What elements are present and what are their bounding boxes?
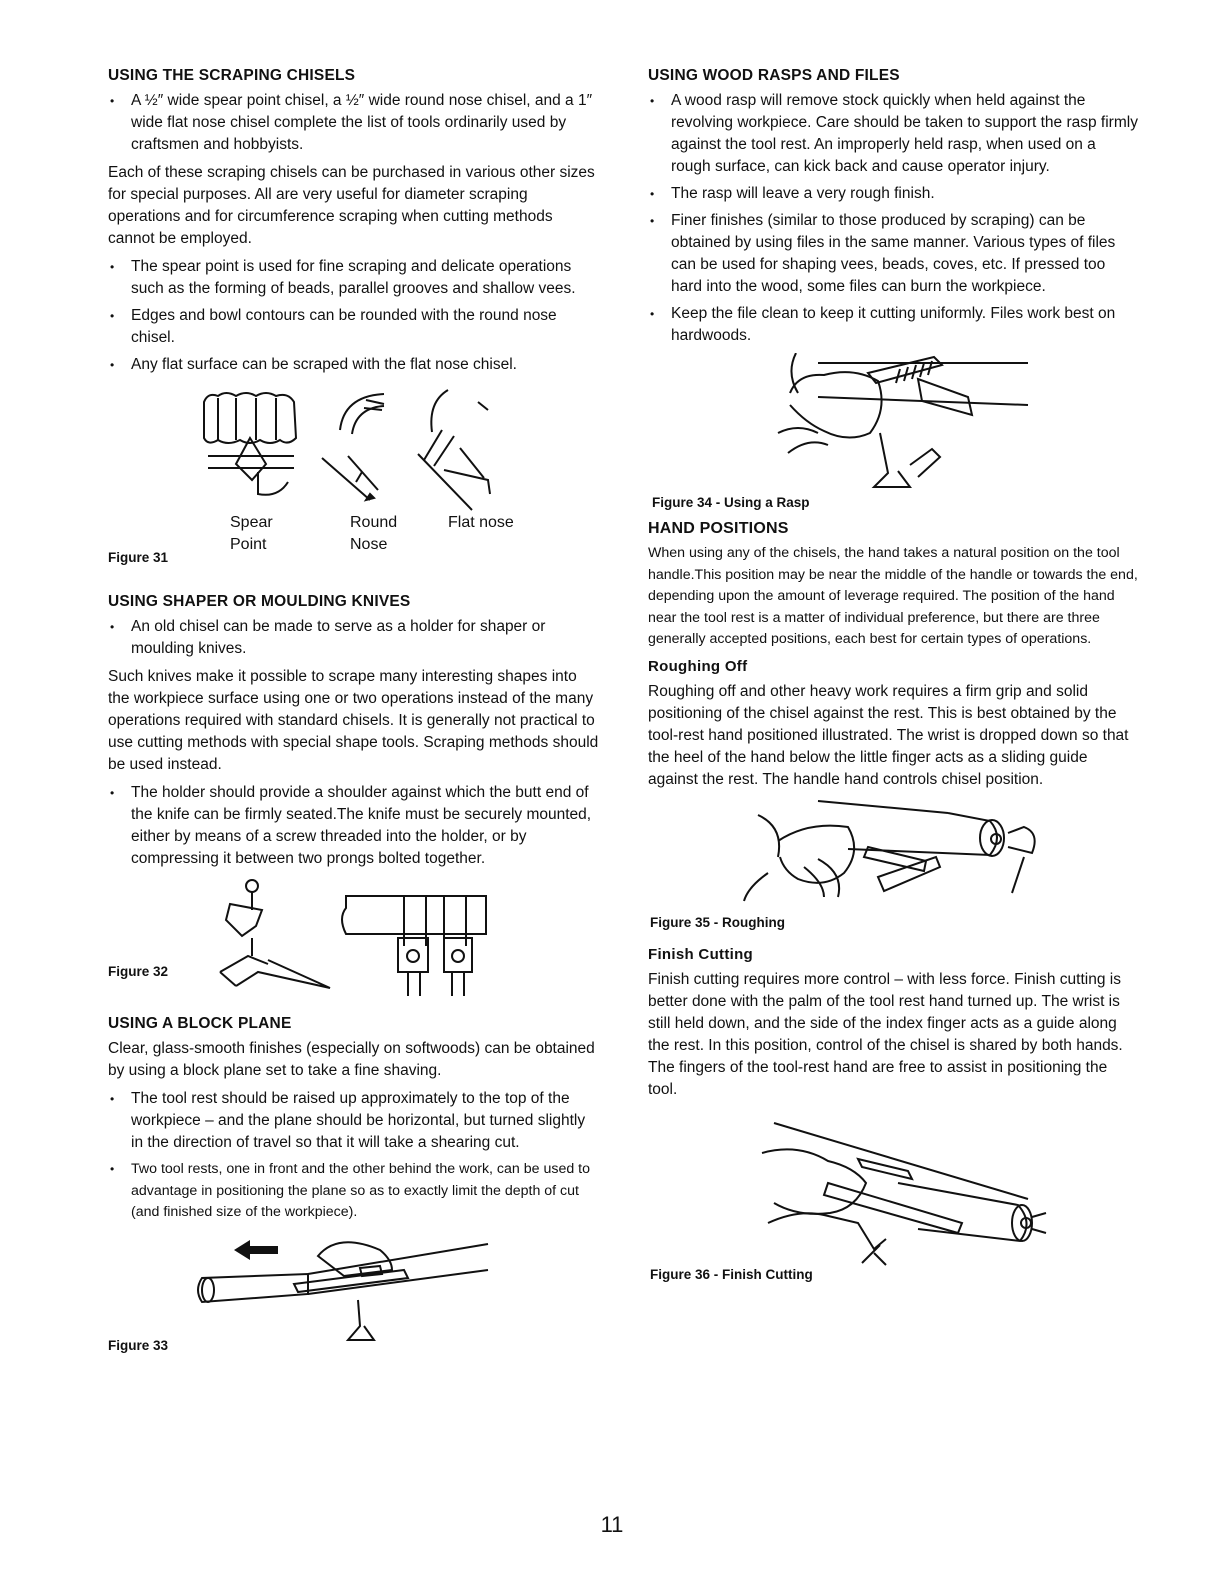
list-item: • Keep the file clean to keep it cutting uniformly. Files work best on hardwoods. <box>648 303 1138 347</box>
hand-positions-body <box>648 543 1138 651</box>
list-item: • The spear point is used for fine scraping and delicate operations such as the forming of beads, parallel grooves and shallow vees. <box>108 256 600 300</box>
list-item: • The rasp will leave a very rough finish. <box>648 183 1138 205</box>
figure-34 <box>648 353 1138 519</box>
scraping-chisels-paragraph: Each of these scraping chisels can be purchased in various other sizes for special purposes. All are very useful for diameter scraping operations and for circumference scraping when cutting methods cannot be employed. <box>108 164 595 247</box>
rasps-files-heading: USING WOOD RASPS AND FILES <box>648 67 900 84</box>
block-plane-list <box>108 1088 600 1224</box>
flat-nose-label: Flat nose <box>448 514 514 531</box>
chisels-illustration <box>108 382 600 512</box>
figure-31 <box>108 382 600 578</box>
figure-32 <box>108 876 600 1008</box>
rasps-files-list <box>648 90 1138 347</box>
list-item: • The tool rest should be raised up approximately to the top of the workpiece – and the plane should be horizontal, but turned slightly in the direction of travel so that it will take a shearing cut. <box>108 1088 600 1154</box>
shaper-knives-paragraph: Such knives make it possible to scrape many interesting shapes into the workpiece surface using one or two operations instead of the many operations required with standard chisels. It is generally not practical to use cutting methods with special shape tools. Scraping methods should be used instead. <box>108 668 599 773</box>
knife-holder-illustration <box>108 876 600 1002</box>
rasp-illustration <box>648 353 1138 499</box>
figure-31-caption: Figure 31 <box>108 550 169 565</box>
figure-33-caption: Figure 33 <box>108 1337 169 1353</box>
finish-cutting-heading: Finish Cutting <box>648 945 754 963</box>
figure-34-caption: Figure 34 - Using a Rasp <box>652 495 810 510</box>
shaper-knives-list <box>108 782 600 870</box>
finish-cutting-illustration <box>648 1113 1138 1273</box>
scraping-chisels-intro-list <box>108 90 600 156</box>
figure-33 <box>108 1230 600 1370</box>
roughing-off-heading: Roughing Off <box>648 657 748 675</box>
figure-32-caption: Figure 32 <box>108 964 169 979</box>
spear-label: Spear <box>230 514 273 531</box>
list-item: • An old chisel can be made to serve as a holder for shaper or moulding knives. <box>108 616 600 660</box>
block-plane-paragraph: Clear, glass-smooth finishes (especially on softwoods) can be obtained by using a block plane set to take a fine shaving. <box>108 1040 595 1079</box>
hand-positions-heading: HAND POSITIONS <box>648 520 789 537</box>
shaper-knives-intro-list <box>108 616 600 660</box>
figure-36 <box>648 1107 1138 1287</box>
figure-35-caption: Figure 35 - Roughing <box>650 914 785 930</box>
left-column <box>108 66 600 1370</box>
list-item: • Two tool rests, one in front and the other behind the work, can be used to advantage in positioning the plane so as to exactly limit the depth of cut (and finished size of the workpiece). <box>108 1159 600 1224</box>
round-label: Round <box>350 514 398 531</box>
finish-cutting-paragraph: Finish cutting requires more control – with less force. Finish cutting is better done with the palm of the tool rest hand turned up. The wrist is still held down, and the side of the index finger acts as a guide along the rest. In this position, control of the chisel is shared by both hands. The fingers of the tool-rest hand are free to assist in positioning the tool. <box>648 970 1123 1098</box>
nose-label: Nose <box>350 536 388 553</box>
hand-positions-paragraph: When using any of the chisels, the hand takes a natural position on the tool handle.This position may be near the middle of the handle or towards the end, depending upon the amount of leverage required. The position of the hand near the tool rest is a matter of individual preference, but there are three generally accepted positions, each best for certain types of operations. <box>648 545 1138 647</box>
list-item: • A ½″ wide spear point chisel, a ½″ wide round nose chisel, and a 1″ wide flat nose chisel complete the list of tools ordinarily used by craftsmen and hobbyists. <box>108 90 600 156</box>
roughing-illustration <box>648 797 1138 921</box>
list-item: • Edges and bowl contours can be rounded with the round nose chisel. <box>108 305 600 349</box>
figure-35 <box>648 797 1138 939</box>
right-column <box>648 66 1138 1287</box>
point-label: Point <box>230 536 267 553</box>
block-plane-illustration <box>108 1230 600 1358</box>
roughing-off-paragraph: Roughing off and other heavy work requires a firm grip and solid positioning of the chisel against the rest. This is best obtained by the tool-rest hand positioned illustrated. The wrist is dropped down so that the heel of the hand below the little finger acts as a sliding guide against the rest. The handle hand controls chisel position. <box>648 682 1129 788</box>
scraping-chisels-heading: USING THE SCRAPING CHISELS <box>108 67 356 84</box>
block-plane-heading: USING A BLOCK PLANE <box>108 1015 292 1032</box>
scraping-chisels-list <box>108 256 600 376</box>
list-item: • Finer finishes (similar to those produced by scraping) can be obtained by using files in the same manner. Various types of files can be used for shaping vees, beads, coves, etc. If pressed too hard into the wood, some files can burn the workpiece. <box>648 210 1138 298</box>
list-item: • Any flat surface can be scraped with the flat nose chisel. <box>108 354 600 376</box>
list-item: • The holder should provide a shoulder against which the butt end of the knife can be firmly seated.The knife must be securely mounted, either by means of a screw threaded into the holder, or by compressing it between two prongs bolted together. <box>108 782 600 870</box>
figure-36-caption: Figure 36 - Finish Cutting <box>650 1266 813 1282</box>
list-item: • A wood rasp will remove stock quickly when held against the revolving workpiece. Care should be taken to support the rasp firmly against the tool rest. An improperly held rasp, when used on a rough surface, can kick back and cause operator injury. <box>648 90 1138 178</box>
page-number: 11 <box>600 1512 624 1537</box>
shaper-knives-heading: USING SHAPER OR MOULDING KNIVES <box>108 593 411 610</box>
